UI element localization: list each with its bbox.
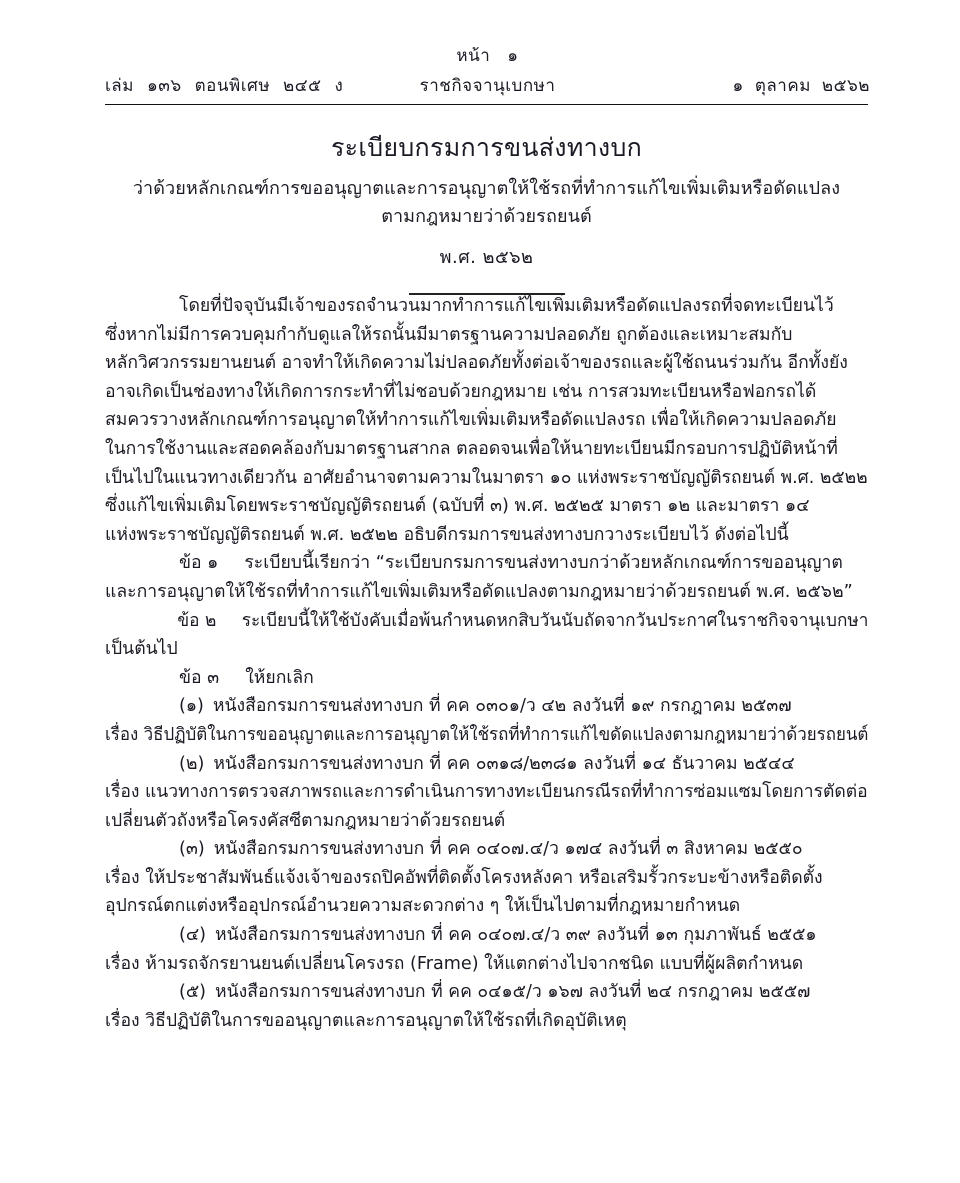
repealed-item-text: หนังสือกรมการขนส่งทางบก ที่ คค ๐๔๑๕/ว ๑๖๗ ลงวันที่ ๒๔ กรกฎาคม ๒๕๕๗ (215, 982, 811, 1003)
repealed-item-text: หนังสือกรมการขนส่งทางบก ที่ คค ๐๔๐๗.๔/ว ๑๗๔ ลงวันที่ ๓ สิงหาคม ๒๕๕๐ (213, 839, 803, 860)
repealed-item-marker: (๔) (179, 925, 207, 946)
clause-number: ข้อ ๒ (177, 610, 217, 631)
repealed-item-line: เปลี่ยนตัวถังหรือโครงคัสซีตามกฎหมายว่าด้วยรถยนต์ (105, 810, 506, 831)
repealed-item-marker: (๓) (179, 839, 205, 860)
repealed-item-first-line (105, 750, 868, 779)
document-year: พ.ศ. ๒๕๖๒ (439, 246, 534, 268)
preamble-line: หลักวิศวกรรมยานยนต์ อาจทำให้เกิดความไม่ปลอดภัยทั้งต่อเจ้าของรถและผู้ใช้ถนนร่วมกัน อีกทั้งยัง (105, 353, 848, 374)
clause-1 (105, 549, 868, 606)
document-body (105, 292, 868, 1035)
preamble-line: โดยที่ปัจจุบันมีเจ้าของรถจำนวนมากทำการแก้ไขเพิ่มเติมหรือดัดแปลงรถที่จดทะเบียนไว้ (179, 296, 834, 316)
gazette-name: ราชกิจจานุเบกษา (419, 75, 556, 96)
document-title-block (105, 131, 868, 295)
clause-number: ข้อ ๑ (179, 553, 219, 574)
masthead-volume-group (105, 72, 343, 99)
date-day: ๑ (732, 75, 744, 96)
clause-first-line (105, 549, 868, 578)
page-masthead (105, 44, 870, 99)
repealed-item-marker: (๕) (179, 982, 207, 1003)
volume-label: เล่ม (105, 75, 134, 96)
repealed-item (105, 921, 868, 978)
clause-line: เป็นต้นไป (105, 639, 178, 660)
masthead-divider (105, 104, 868, 105)
section-label: ตอนพิเศษ (194, 75, 271, 96)
volume-number: ๑๓๖ (146, 75, 182, 96)
preamble-line: สมควรวางหลักเกณฑ์การอนุญาตให้ทำการแก้ไขเพิ่มเติมหรือดัดแปลงรถ เพื่อให้เกิดความปลอดภัย (105, 410, 837, 431)
repealed-item-first-line (105, 921, 868, 950)
page-title: ระเบียบกรมการขนส่งทางบก (330, 133, 643, 162)
repealed-item-line: เรื่อง ให้ประชาสัมพันธ์แจ้งเจ้าของรถปิคอัพที่ติดตั้งโครงหลังคา หรือเสริมรั้วกระบะข้างหรือติดตั้ง (105, 867, 823, 888)
repealed-item-text: หนังสือกรมการขนส่งทางบก ที่ คค ๐๓๐๑/ว ๔๒ ลงวันที่ ๑๙ กรกฎาคม ๒๕๓๗ (212, 696, 792, 717)
clause-line: และการอนุญาตให้ใช้รถที่ทำการแก้ไขเพิ่มเติมหรือดัดแปลงตามกฎหมายว่าด้วยรถยนต์ พ.ศ. ๒๕๖๒” (105, 581, 853, 602)
clause-3 (105, 664, 868, 693)
masthead-page-indicator (105, 44, 870, 70)
repealed-item-line: เรื่อง ห้ามรถจักรยานยนต์เปลี่ยนโครงรถ (Frame) ให้แตกต่างไปจากชนิด แบบที่ผู้ผลิตกำหนด (105, 953, 804, 974)
repealed-item-line: เรื่อง แนวทางการตรวจสภาพรถและการดำเนินการทางทะเบียนกรณีรถที่ทำการซ่อมแซมโดยการตัดต่อ (105, 782, 868, 803)
date-year: ๒๕๖๒ (821, 75, 870, 96)
date-month: ตุลาคม (754, 75, 811, 96)
repealed-item-first-line (105, 978, 868, 1007)
repealed-item-text: หนังสือกรมการขนส่งทางบก ที่ คค ๐๔๐๗.๔/ว ๓๙ ลงวันที่ ๑๓ กุมภาพันธ์ ๒๕๕๑ (215, 925, 817, 946)
preamble-line: ซึ่งหากไม่มีการควบคุมกำกับดูแลให้รถนั้นมีมาตรฐานความปลอดภัย ถูกต้องและเหมาะสมกับ (105, 324, 793, 345)
repealed-item (105, 978, 868, 1035)
masthead-date-group (733, 72, 870, 99)
clause-text: ระเบียบนี้เรียกว่า “ระเบียบกรมการขนส่งทางบกว่าด้วยหลักเกณฑ์การขออนุญาต (244, 553, 843, 574)
repealed-item-line: เรื่อง วิธีปฏิบัติในการขออนุญาตและการอนุญาตให้ใช้รถที่ทำการแก้ไขดัดแปลงตามกฎหมายว่าด้วยรถยนต์ (105, 724, 869, 745)
preamble-line: แห่งพระราชบัญญัติรถยนต์ พ.ศ. ๒๕๒๒ อธิบดีกรมการขนส่งทางบกวางระเบียบไว้ ดังต่อไปนี้ (105, 524, 789, 545)
clause-2 (105, 607, 868, 664)
subtitle-line-2: ตามกฎหมายว่าด้วยรถยนต์ (381, 205, 592, 227)
repealed-item-marker: (๒) (179, 753, 205, 774)
preamble-line: ซึ่งแก้ไขเพิ่มเติมโดยพระราชบัญญัติรถยนต์ (ฉบับที่ ๓) พ.ศ. ๒๕๒๕ มาตรา ๑๒ และมาตรา ๑๔ (105, 496, 810, 517)
clause-number: ข้อ ๓ (179, 667, 220, 688)
preamble-line: อาจเกิดเป็นช่องทางให้เกิดการกระทำที่ไม่ชอบด้วยกฎหมาย เช่น การสวมทะเบียนหรือฟอกรถได้ (105, 381, 817, 402)
section-letter: ง (334, 75, 344, 96)
repealed-item (105, 750, 868, 836)
preamble-line: ในการใช้งานและสอดคล้องกับมาตรฐานสากล ตลอดจนเพื่อให้นายทะเบียนมีกรอบการปฏิบัติหน้าที่ (105, 438, 838, 459)
repealed-item-line: เรื่อง วิธีปฏิบัติในการขออนุญาตและการอนุญาตให้ใช้รถที่เกิดอุบัติเหตุ (105, 1010, 627, 1031)
clause-text: ระเบียบนี้ให้ใช้บังคับเมื่อพ้นกำหนดหกสิบวันนับถัดจากวันประกาศในราชกิจจานุเบกษา (241, 610, 869, 631)
preamble-paragraph (105, 292, 868, 549)
clause-text: ให้ยกเลิก (245, 667, 314, 688)
clause-first-line (105, 607, 868, 636)
preamble-line: เป็นไปในแนวทางเดียวกัน อาศัยอำนาจตามความในมาตรา ๑๐ แห่งพระราชบัญญัติรถยนต์ พ.ศ. ๒๕๒๒ (105, 467, 868, 488)
repealed-item-first-line (105, 692, 868, 721)
repealed-item (105, 692, 868, 749)
masthead-row (105, 72, 870, 99)
repealed-item-line: อุปกรณ์ตกแต่งหรืออุปกรณ์อำนวยความสะดวกต่าง ๆ ให้เป็นไปตามที่กฎหมายกำหนด (105, 896, 741, 917)
page-label: หน้า (456, 46, 491, 66)
repealed-item (105, 835, 868, 921)
document-subtitle (105, 175, 868, 231)
repealed-item-first-line (105, 835, 868, 864)
subtitle-line-1: ว่าด้วยหลักเกณฑ์การขออนุญาตและการอนุญาตให้ใช้รถที่ทำการแก้ไขเพิ่มเติมหรือดัดแปลง (132, 177, 841, 199)
page-number: ๑ (507, 46, 519, 66)
repealed-item-text: หนังสือกรมการขนส่งทางบก ที่ คค ๐๓๑๘/๒๓๘๑ ลงวันที่ ๑๔ ธันวาคม ๒๕๔๔ (213, 753, 795, 774)
section-number: ๒๔๕ (283, 75, 322, 96)
clause-first-line (105, 664, 868, 693)
repealed-item-marker: (๑) (179, 696, 204, 717)
